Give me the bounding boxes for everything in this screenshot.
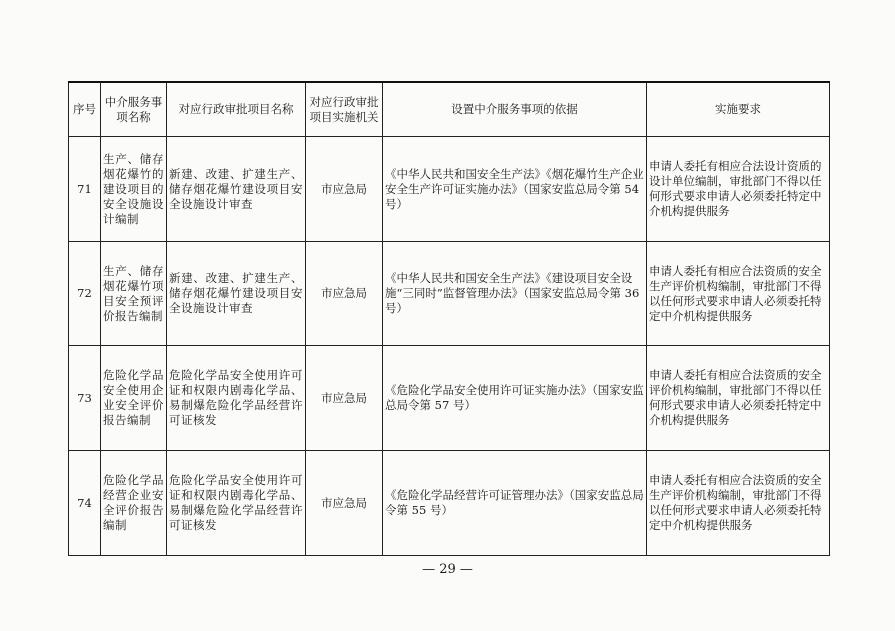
requirement: 申请人委托有相应合法设计资质的设计单位编制，审批部门不得以任何形式要求申请人必须委托特定中介机构提供服务 bbox=[647, 137, 830, 242]
legal-basis: 《危险化学品安全使用许可证实施办法》（国家安监总局令第 57 号） bbox=[383, 346, 647, 451]
legal-basis: 《危险化学品经营许可证管理办法》（国家安监总局令第 55 号） bbox=[383, 451, 647, 556]
legal-basis: 《中华人民共和国安全生产法》《烟花爆竹生产企业安全生产许可证实施办法》（国家安监总局令第 54 号） bbox=[383, 137, 647, 242]
header-org: 对应行政审批项目实施机关 bbox=[306, 82, 383, 137]
implementing-org: 市应急局 bbox=[306, 451, 383, 556]
header-approval: 对应行政审批项目名称 bbox=[167, 82, 306, 137]
service-name: 危险化学品安全使用企业安全评价报告编制 bbox=[101, 346, 167, 451]
implementing-org: 市应急局 bbox=[306, 137, 383, 242]
approval-item: 新建、改建、扩建生产、储存烟花爆竹建设项目安全设施设计审查 bbox=[167, 242, 306, 346]
implementing-org: 市应急局 bbox=[306, 346, 383, 451]
table-row bbox=[69, 346, 830, 451]
service-name: 生产、储存烟花爆竹的建设项目的安全设施设计编制 bbox=[101, 137, 167, 242]
requirement: 申请人委托有相应合法资质的安全生产评价机构编制，审批部门不得以任何形式要求申请人必须委托特定中介机构提供服务 bbox=[647, 242, 830, 346]
service-name: 危险化学品经营企业安全评价报告编制 bbox=[101, 451, 167, 556]
table-header-row bbox=[69, 82, 830, 137]
row-number: 73 bbox=[69, 346, 101, 451]
requirement: 申请人委托有相应合法资质的安全生产评价机构编制，审批部门不得以任何形式要求申请人必须委托特定中介机构提供服务 bbox=[647, 451, 830, 556]
approval-item: 危险化学品安全使用许可证和权限内剧毒化学品、易制爆危险化学品经营许可证核发 bbox=[167, 346, 306, 451]
legal-basis: 《中华人民共和国安全生产法》《建设项目安全设施“三同时”监督管理办法》（国家安监总局令第 36 号） bbox=[383, 242, 647, 346]
table-row bbox=[69, 137, 830, 242]
table-row bbox=[69, 451, 830, 556]
page-number: — 29 — bbox=[422, 562, 473, 577]
header-service: 中介服务事项名称 bbox=[101, 82, 167, 137]
approval-item: 新建、改建、扩建生产、储存烟花爆竹建设项目安全设施设计审查 bbox=[167, 137, 306, 242]
service-items-table bbox=[68, 81, 830, 556]
header-basis: 设置中介服务事项的依据 bbox=[383, 82, 647, 137]
header-num: 序号 bbox=[69, 82, 101, 137]
implementing-org: 市应急局 bbox=[306, 242, 383, 346]
row-number: 72 bbox=[69, 242, 101, 346]
requirement: 申请人委托有相应合法资质的安全评价机构编制，审批部门不得以任何形式要求申请人必须委托特定中介机构提供服务 bbox=[647, 346, 830, 451]
approval-item: 危险化学品安全使用许可证和权限内剧毒化学品、易制爆危险化学品经营许可证核发 bbox=[167, 451, 306, 556]
header-requirement: 实施要求 bbox=[647, 82, 830, 137]
service-name: 生产、储存烟花爆竹项目安全预评价报告编制 bbox=[101, 242, 167, 346]
row-number: 74 bbox=[69, 451, 101, 556]
table-row bbox=[69, 242, 830, 346]
row-number: 71 bbox=[69, 137, 101, 242]
